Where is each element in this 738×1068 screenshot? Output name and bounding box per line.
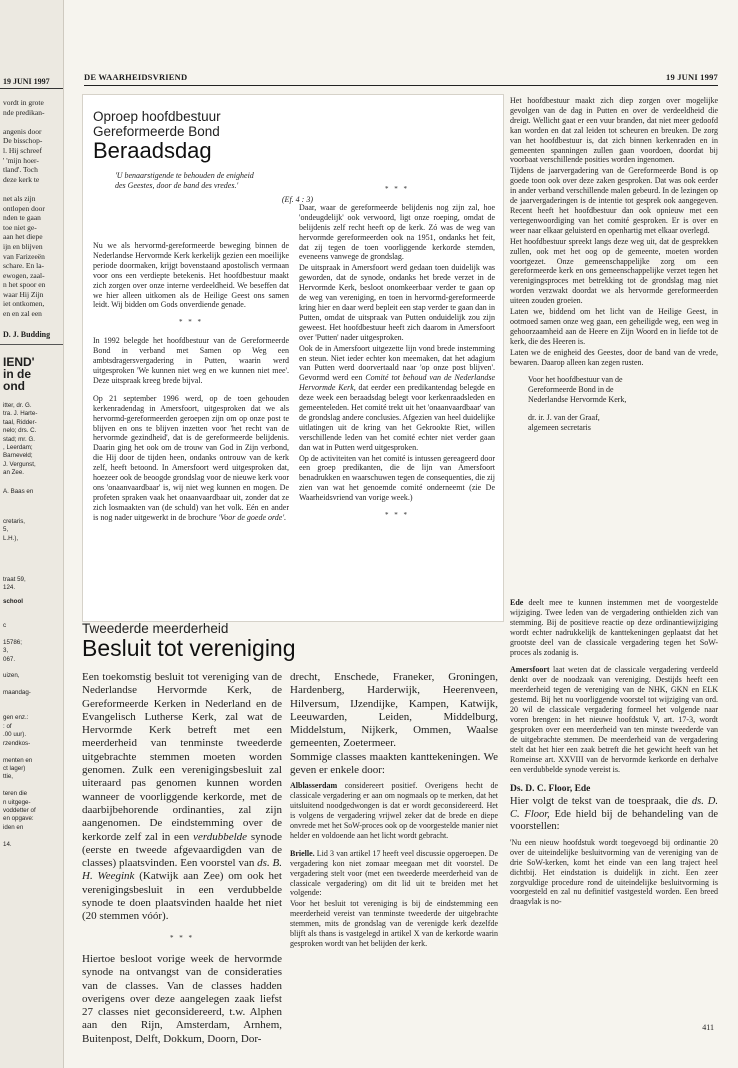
previous-page-line: tland'. Toch: [3, 165, 38, 175]
previous-page-misc-line: 15786;: [3, 638, 22, 646]
article1-paragraph: Laten we, biddend om het licht van de Heilige Geest, in ootmoed samen onze weg gaan, een geheiligde weg, een weg in gehoorzaamheid aan de Heere en Zijn Woord en in liefde tot de kerk, die des Heeren is.: [510, 307, 718, 346]
previous-page-line: ' 'mijn hoer-: [3, 155, 39, 165]
previous-page-masthead-line: IEND': [3, 355, 35, 369]
signature-board: Voor het hoofdbestuur van de Gereformeerde Bond in de Nederlandse Hervormde Kerk,: [528, 375, 627, 405]
previous-page-misc-line: ttie,: [3, 773, 13, 781]
previous-page-school-label: school: [3, 598, 23, 605]
article2-column-1: [82, 671, 282, 1050]
previous-page-secretary-line: 5,: [3, 526, 9, 534]
previous-page-address: [0, 488, 63, 496]
article1-paragraph: Op de activiteiten van het comité is intussen gereageerd door een groep predikanten, die de lijn van Amersfoort benadrukken en waarschuwen tegen de consequenties, die zij zien van wat het genoemde comité onderneemt (zie De Waarheidsvriend van vorige week.): [299, 453, 495, 503]
article1-paragraph: Tijdens de jaarvergadering van de Gereformeerde Bond is op goede toon ook over deze zaken gesproken. Dat was ook eerder in ander verband verschillende malen gebeurd. In de lezingen op de jaarvergaderingen is de intentie tot gesprek ook aangegeven. Recent heeft het hoofdbestuur dan ook opnieuw met een vertegenwoordiging van het comité gesproken. Er is over en weer naar elkaar geluisterd en openhartig met elkaar overlegd.: [510, 166, 718, 235]
previous-page-line: aan het diepe: [3, 232, 43, 242]
previous-page-misc-line: .00 uur).: [3, 731, 27, 739]
previous-page-contact-line: J. Vergunst,: [3, 460, 36, 468]
article1-paragraph: In 1992 belegde het hoofdbestuur van de Gereformeerde Bond in verband met Samen op Weg een ambtsdragersvergadering in Putten, waarin werd uitgesproken 'We kunnen niet weg en we kunnen niet mee'. Deze uitspraak kreeg brede bijval.: [93, 336, 289, 385]
floor-intro: Hier volgt de tekst van de toespraak, die ds. D. C. Floor, Ede hield bij de behandeling van de voorstellen:: [510, 796, 718, 833]
previous-page-signature-block: [0, 330, 63, 349]
previous-page-line: van Farizeeën: [3, 251, 45, 261]
article2-paragraph: Hiertoe besloot vorige week de hervormde synode na ontvangst van de consideraties van de classes. Van de classes hadden overigens over deze aangelegen zaak liefst 27 classes niet geconsidereerd, t.w. Alphen aan den Rijn, Amsterdam, Arnhem, Buitenpost, Delft, Dokkum, Doorn, Dor-: [82, 952, 282, 1045]
minister-name: ds. B. H. Weegink: [82, 857, 283, 883]
previous-page-line: vordt in grote: [3, 98, 44, 107]
previous-page-misc-line: : of: [3, 722, 12, 730]
article1-title: Beraadsdag: [93, 138, 212, 163]
previous-page-misc-line: gen enz.:: [3, 714, 29, 722]
previous-page-line: ontlopen door: [3, 203, 45, 213]
previous-page-misc-line: c: [3, 622, 7, 629]
previous-page-misc-line: 14.: [3, 840, 12, 848]
article2-title: Besluit tot vereniging: [82, 635, 296, 661]
previous-page-misc-line: [3, 706, 63, 714]
previous-page-contact-line: itter, dr. G.: [3, 402, 32, 409]
article1-column-1: [93, 241, 289, 531]
previous-page-misc-line: maandag-: [3, 689, 31, 697]
article2-heading: [82, 621, 502, 661]
previous-page-misc-line: rzendkos-: [3, 739, 31, 747]
previous-page-line: waar Hij Zijn: [3, 289, 44, 299]
previous-page-misc-line: n uitgege-: [3, 798, 31, 806]
previous-page-misc-line: ct lager): [3, 764, 26, 772]
previous-page-misc-line: en opgave:: [3, 815, 34, 823]
previous-page-misc-line: menten en: [3, 756, 33, 764]
article2-paragraph: Sommige classes maakten kanttekeningen. We geven er enkele door:: [290, 750, 498, 777]
previous-page-line: toe niet ge-: [3, 222, 37, 232]
article2-kicker: Tweederde meerderheid: [82, 621, 229, 636]
previous-page-school: [0, 598, 63, 606]
previous-page-secretary: [0, 518, 63, 543]
previous-page-contacts: [0, 402, 63, 478]
committee-name: Comité tot behoud van de Nederlandse Hervormde Kerk,: [299, 373, 495, 393]
previous-page-misc-line: teren die: [3, 790, 28, 798]
floor-quote: 'Nu een nieuw hoofdstuk wordt toegevoegd bij ordinantie 20 over de uiteindelijke besluitvorming van de vereniging van de drie SoW-kerken, komt het einde van een lang traject heel dichtbij. Het eindstation is duidelijk in zicht. Een zeer zorgvuldige procedure rond de uiteindelijke besluitvorming is voorgesteld en zal nu definitief vastgesteld worden. Een breed draagvlak is no-: [510, 837, 718, 907]
previous-page-line: l. Hij schreef: [3, 145, 42, 155]
previous-page-contact-line: Barneveld;: [3, 452, 33, 460]
previous-page-misc-line: [3, 698, 63, 706]
previous-page-signature: D. J. Budding: [3, 330, 51, 339]
article1-column-2: [299, 181, 495, 529]
previous-page-date: 19 JUNI 1997: [3, 77, 50, 86]
running-header: [84, 72, 718, 82]
classis-brielle: Brielle. Lid 3 van artikel 17 heeft veel discussie opgeroepen. De vergadering kon niet zomaar meegaan met dit voorstel. De vergadering stelt voor (met een tweederde meerderheid van de classicale vergadering) om dit lid uit te breiden met het volgende:: [290, 848, 498, 898]
article1-paragraph: Daar, waar de gereformeerde belijdenis nog zijn zal, hoe 'ondeugdelijk' ook verwoord, ligt onze roeping, omdat de belijdenis zelf recht heeft op de kerk. Zó was de weg van hervormde gereformeerden ook na 1951, ondanks het feit, dat zij tegen de toen voorliggende kerkorde stemden, eveneens vanwege de grondslag.: [299, 202, 495, 262]
section-separator: * * *: [170, 933, 194, 942]
previous-page-contact-line: nelo; drs. C.: [3, 427, 37, 435]
article1-paragraph: Op 21 september 1996 werd, op de toen gehouden kerkenradendag in Amersfoort, uitgesproken dat we als hervormd-gereformeerden geroepen zijn om op onze post te blijven en ons te blijven inzetten voor 'het recht van de hervormde gezindheid', dat is de gereformeerde belijdenis. Daarin ging het ook om de trouw van God in Zijn verbond, die Hij door de tijden heen, ondanks ontrouw van de kerk zelf, heeft betoond. In Amersfoort werd uitgesproken dat, hoezeer ook de beoogde grondslag voor de nieuwe kerk voor ons 'onaanvaardbaar' is, wij niet weg kunnen en mogen. De profeten spraken vaak het onaanvaardbaar uit, zonder dat ze zich losmaakten van (de schuld) van het volk. Eén en ander is nog nader uitgewerkt in de brochure 'Voor de goede orde'.: [93, 393, 289, 522]
previous-page-misc: [0, 622, 63, 849]
previous-page-contact-line: an Zee.: [3, 469, 24, 477]
previous-page-street-line: 124.: [3, 584, 16, 592]
brochure-title: 'Voor de goede orde'.: [218, 512, 287, 522]
classis-ede: Ede deelt mee te kunnen instemmen met de voorgestelde wijziging. Twee leden van de vergadering onthielden zich van stemming. Bij de positieve reactie op deze ordinantiewijziging wordt echter nadrukkelijk de kanttekeningen geplaatst dat het grootste deel van de classicale vergadering tegen het SoW-proces als zodanig is.: [510, 598, 718, 657]
previous-page-text: [0, 98, 63, 319]
previous-page-masthead-line: in de: [3, 367, 32, 381]
previous-page-street-line: traat 59,: [3, 576, 26, 583]
previous-page-misc-line: [3, 681, 63, 689]
previous-page-line: [3, 117, 63, 127]
previous-page-contact-line: stad; mr. G.: [3, 435, 35, 443]
article1-paragraph: De uitspraak in Amersfoort werd gedaan toen duidelijk was geworden, dat de synode, ondanks het brede verzet in de Hervormde Kerk, besloot onomkeerbaar verder te gaan op de weg van vereniging, en toen in hervormd-gereformeerde kring hier en daar werd bepleit een stap verder te gaan dan in Putten, omdat de uitspraak van Putten onduidelijk zou zijn geweest. Het hoofdbestuur heeft zich daarom in Amersfoort over 'Putten' nader uitgesproken.: [299, 263, 495, 342]
previous-page-strip: [0, 0, 64, 1068]
previous-page-secretary-line: cretaris,: [3, 518, 26, 525]
previous-page-line: n het spoor en: [3, 280, 46, 290]
classis-brielle-proposal: Voor het besluit tot vereniging is bij de eindstemming een meerderheid vereist van tenminste tweederde der uitgebrachte stemmen, mits de grondslag van de verenigde kerk dezelfde blijft als thans is vastgelegd in artikel X van de kerkorde waarin gesproken wordt van het belijden der kerk.: [290, 899, 498, 948]
page-number: 411: [702, 1023, 714, 1032]
previous-page-line: ewogen, zaal-: [3, 270, 45, 280]
article2-paragraph: Een toekomstig besluit tot vereniging van de Nederlandse Hervormde Kerk, de Gereformeerde Kerken in Nederland en de Evangelisch Lutherse Kerk, zal wat de Hervormde Kerk betreft met een meerderheid van tenminste tweederde uitgebrachte stemmen moeten worden genomen. Zulk een verenigingsbesluit zal uiteraard pas genomen kunnen worden wanneer de voorliggende kerkorde, met de daarbijbehorende ordinanties, zal zijn aangenomen. De eindstemming over de kerkorde zelf zal in een verdubbelde synode (eerste en tweede afgevaardigden van de classes) plaatsvinden. Een voorstel van ds. B. H. Weegink (Katwijk aan Zee) om ook het verenigingsbesluit in een verdubbelde synode te doen plaatsvinden haalde het niet (20 stemmen vóór).: [82, 671, 283, 923]
article2-paragraph: drecht, Enschede, Franeker, Groningen, Hardenberg, Harderwijk, Heerenveen, Hilversum, IJzendijke, Kampen, Katwijk, Leeuwarden, Leiden, Middelburg, Middelstum, Nijkerk, Ommen, Waalse gemeenten, Zoetermeer.: [290, 671, 498, 750]
section-separator: * * *: [385, 511, 409, 520]
previous-page-masthead: [0, 356, 63, 392]
previous-page-line: De bisschop-: [3, 136, 43, 146]
previous-page-misc-line: 067.: [3, 655, 16, 663]
article-beraadsdag: [82, 94, 504, 622]
section-separator: * * *: [385, 185, 409, 193]
issue-date: 19 JUNI 1997: [666, 72, 718, 82]
previous-page-line: net als zijn: [3, 193, 36, 203]
previous-page-contact-line: taal, Ridder-: [3, 418, 37, 426]
section-separator: * * *: [179, 318, 203, 327]
article1-kicker: Oproep hoofdbestuur Gereformeerde Bond: [93, 109, 221, 139]
header-rule: [84, 85, 718, 86]
previous-page-address-line: A. Baas en: [3, 488, 34, 495]
previous-page-line: [3, 184, 63, 194]
previous-page-misc-line: [3, 832, 63, 840]
previous-page-misc-line: [3, 664, 63, 672]
classis-amersfoort: Amersfoort laat weten dat de classicale vergadering verdeeld denkt over de noodzaak van vereniging. Destijds heeft een meerderheid tegen de vereniging van de NHK, GKN en ELK gestemd. Bij het nu voorliggende voorstel tot wijziging van ord. 20 wil de classicale vergadering formeel het volgende naar voren brengen: in het nieuwe hoofdstuk V, art. 17-3, wordt gesproken over een meerderheid van ten minste tweederde van de uitgebrachte stemmen. De meerderheid van de vergadering stelt dat het hier een zaak betreft die het gewicht heeft van het Romeinse art. XXVIII van de hervormde kerkorde en derhalve een verdubbelde synode vereist is.: [510, 665, 718, 774]
article2-column-2: [290, 671, 498, 957]
article2-column-3: [510, 598, 718, 915]
article1-motto: 'U benaarstigende te behouden de enigheid des Geestes, door de band des vredes.': [115, 171, 254, 190]
subheading-floor: Ds. D. C. Floor, Ede: [510, 784, 591, 795]
previous-page-contact-line: , Leerdam;: [3, 444, 33, 452]
previous-page-misc-line: [3, 748, 63, 756]
article1-column-3: [510, 96, 718, 441]
previous-page-line: ijn en blijven: [3, 241, 43, 251]
previous-page-misc-line: uizen,: [3, 672, 20, 680]
previous-page-separator: [0, 344, 63, 345]
previous-page-line: nden te gaan: [3, 213, 41, 223]
previous-page-misc-line: [3, 630, 63, 638]
article1-motto-reference: (Ef. 4 : 3): [281, 195, 313, 204]
previous-page-rule: [0, 88, 63, 89]
signature-secretary: dr. ir. J. van der Graaf, algemeen secretaris: [528, 413, 600, 433]
publication-name: DE WAARHEIDSVRIEND: [84, 72, 188, 82]
article1-paragraph: Ook de in Amersfoort uitgezette lijn vond brede instemming en steun. Niet ieder echter kon meemaken, dat het adagium van Putten werd doorvertaald naar 'op onze post blijven'. Gevormd werd een Comité tot behoud van de Nederlandse Hervormde Kerk, dat eerder een predikantendag belegde en deze week een beraadsdag belegt voor kerkenraadsleden en gemeenteleden. Het comité trekt uit het 'onaanvaardbaar' van de grondslag andere conclusies. Afgezien van heel duidelijke uitlatingen uit de kring van het Gekrookte Riet, willen verschillende leden van het comité echter niet verder gaan dan wat in Putten werd uitgesproken.: [299, 343, 496, 452]
previous-page-secretary-line: L.H.),: [3, 534, 19, 542]
previous-page-line: nde predikan-: [3, 107, 45, 117]
article1-paragraph: Het hoofdbestuur spreekt langs deze weg uit, dat de gesprekken zullen, ook met het oog op de gemeente, moeten worden voortgezet. Onze gemeenschappelijke zorg om een gereformeerde kerk en ons gemeenschappelijke verzet tegen het verenigingsproces met betrekking tot de grondslag mag niet worden verzwakt doordat we als hervormde gereformeerden uiteen zouden groeien.: [510, 236, 718, 306]
article1-paragraph: Laten we de enigheid des Geestes, door de band van de vrede, bewaren. Daarop alleen kan zegen rusten.: [510, 347, 718, 367]
previous-page-masthead-line: ond: [3, 379, 25, 393]
previous-page-misc-line: iden en: [3, 823, 24, 831]
article1-paragraph: Het hoofdbestuur maakt zich diep zorgen over mogelijke gevolgen van de dag in Putten en over de verdeeldheid die dreigt. Wellicht gaat er een vuur branden, dat niet meer gedoofd kan worden en dat zal leiden tot scheuren en breuken. De zorg van het hoofdbestuur is, dat zich binnen kerkenraden en in gemeenten spanningen zullen gaan voordoen, doordat bij voorbaat verschillende posities worden ingenomen.: [510, 96, 718, 165]
previous-page-misc-line: 3,: [3, 647, 9, 655]
previous-page-line: deze kerk te: [3, 174, 40, 184]
classis-alblasserdam: Alblasserdam considereert positief. Overigens hecht de classicale vergadering er aan om nogmaals op te merken, dat het uitsluitend noodgedwongen is dat er wordt geconsidereerd. Het is volgens de vergadering vrijwel zeker dat de brede en diepe onvrede met het SoW-proces ook op de voorgestelde manier niet helder en voldoende aan het licht wordt gebracht.: [290, 781, 498, 840]
previous-page-street: [0, 576, 63, 593]
previous-page-line: en en zal een: [3, 309, 42, 319]
previous-page-contact-line: tra. J. Harte-: [3, 410, 38, 418]
magazine-page: [68, 58, 738, 1068]
previous-page-misc-line: [3, 782, 63, 790]
previous-page-misc-line: voddetter of: [3, 806, 36, 814]
previous-page-line: schare. En la-: [3, 261, 45, 271]
previous-page-line: angenis door: [3, 126, 42, 136]
previous-page-line: iet ontkomen,: [3, 299, 45, 309]
article1-paragraph: Nu we als hervormd-gereformeerde beweging binnen de Nederlandse Hervormde Kerk kerkelijk gezien een moeilijke periode doormaken, krijgt bovenstaand apostolisch vermaan voor ons een verdiepte betekenis. Het hoofdbestuur maakt zich zorgen over onze interne verdeeldheid. We beseffen dat we hier alleen uitkomen als de Heilige Geest ons samen leidt. Wij bidden om Gods onverdiende genade.: [93, 241, 289, 310]
